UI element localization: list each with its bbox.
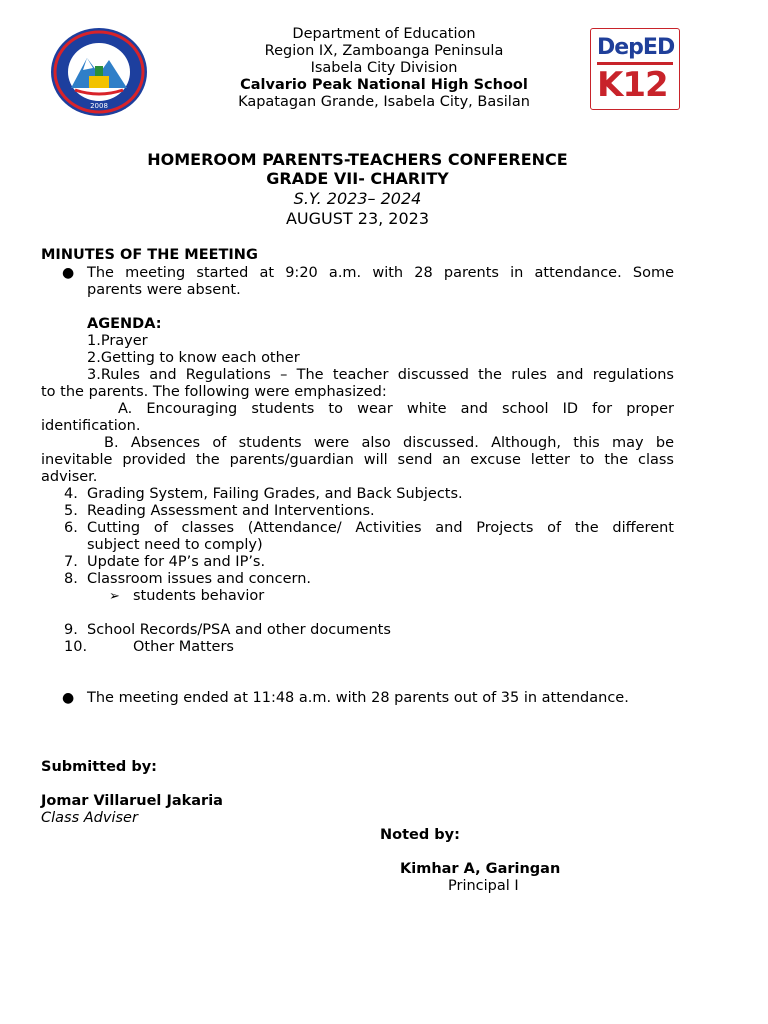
agenda-item-classroom: Classroom issues and concern.: [87, 571, 311, 587]
bullet-icon: ●: [62, 690, 75, 706]
k12-logo-text: K12: [597, 65, 668, 105]
item-number-5: 5.: [64, 503, 78, 519]
header-department: Department of Education: [292, 26, 476, 42]
principal-title: Principal I: [448, 878, 519, 894]
rule-b-line1: B. Absences of students were also discussed. Although, this may be: [104, 435, 674, 451]
meeting-start-line2: parents were absent.: [87, 282, 241, 298]
rule-a-line2: identification.: [41, 418, 141, 434]
meeting-start-line1: The meeting started at 9:20 a.m. with 28 parents in attendance. Some: [87, 265, 674, 281]
agenda-item-cutting-line2: subject need to comply): [87, 537, 263, 553]
agenda-item-records: School Records/PSA and other documents: [87, 622, 391, 638]
principal-name: Kimhar A, Garingan: [400, 861, 561, 877]
meeting-date: AUGUST 23, 2023: [285, 209, 430, 228]
agenda-heading: AGENDA:: [87, 316, 162, 332]
bullet-icon: ●: [62, 265, 75, 281]
item-number-6: 6.: [64, 520, 78, 536]
agenda-item-rules-line1: 3.Rules and Regulations – The teacher discussed the rules and regulations: [87, 367, 674, 383]
rule-a-line1: A. Encouraging students to wear white and school ID for proper: [118, 401, 674, 417]
agenda-item-introductions: 2.Getting to know each other: [87, 350, 300, 366]
header-school: Calvario Peak National High School: [240, 77, 528, 93]
rule-b-line3: adviser.: [41, 469, 98, 485]
adviser-name: Jomar Villaruel Jakaria: [41, 793, 223, 809]
noted-by-label: Noted by:: [380, 827, 460, 843]
sub-item-students-behavior: students behavior: [133, 588, 265, 604]
deped-logo-text: DepED: [597, 35, 675, 60]
arrow-bullet-icon: ➢: [109, 589, 120, 604]
minutes-heading: MINUTES OF THE MEETING: [41, 247, 258, 263]
agenda-item-4ps: Update for 4P’s and IP’s.: [87, 554, 266, 570]
conference-title: HOMEROOM PARENTS-TEACHERS CONFERENCE: [147, 150, 568, 169]
agenda-item-reading: Reading Assessment and Interventions.: [87, 503, 375, 519]
item-number-10: 10.: [64, 639, 88, 655]
grade-title: GRADE VII- CHARITY: [266, 169, 449, 188]
meeting-end: The meeting ended at 11:48 a.m. with 28 parents out of 35 in attendance.: [87, 690, 629, 706]
adviser-title: Class Adviser: [41, 810, 138, 826]
seal-year: 2008: [90, 102, 108, 110]
agenda-item-prayer: 1.Prayer: [87, 333, 148, 349]
submitted-by-label: Submitted by:: [41, 759, 157, 775]
school-year: S.Y. 2023– 2024: [293, 189, 422, 208]
item-number-9: 9.: [64, 622, 78, 638]
agenda-item-rules-line2: to the parents. The following were emphasized:: [41, 384, 387, 400]
header-region: Region IX, Zamboanga Peninsula: [264, 43, 504, 59]
item-number-7: 7.: [64, 554, 78, 570]
header-division: Isabela City Division: [310, 60, 458, 76]
agenda-item-cutting-line1: Cutting of classes (Attendance/ Activities and Projects of the different: [87, 520, 674, 536]
agenda-item-other: Other Matters: [133, 639, 234, 655]
rule-b-line2: inevitable provided the parents/guardian will send an excuse letter to the class: [41, 452, 674, 468]
header-address: Kapatagan Grande, Isabela City, Basilan: [238, 94, 530, 110]
item-number-4: 4.: [64, 486, 78, 502]
item-number-8: 8.: [64, 571, 78, 587]
agenda-item-grading: Grading System, Failing Grades, and Back Subjects.: [87, 486, 463, 502]
